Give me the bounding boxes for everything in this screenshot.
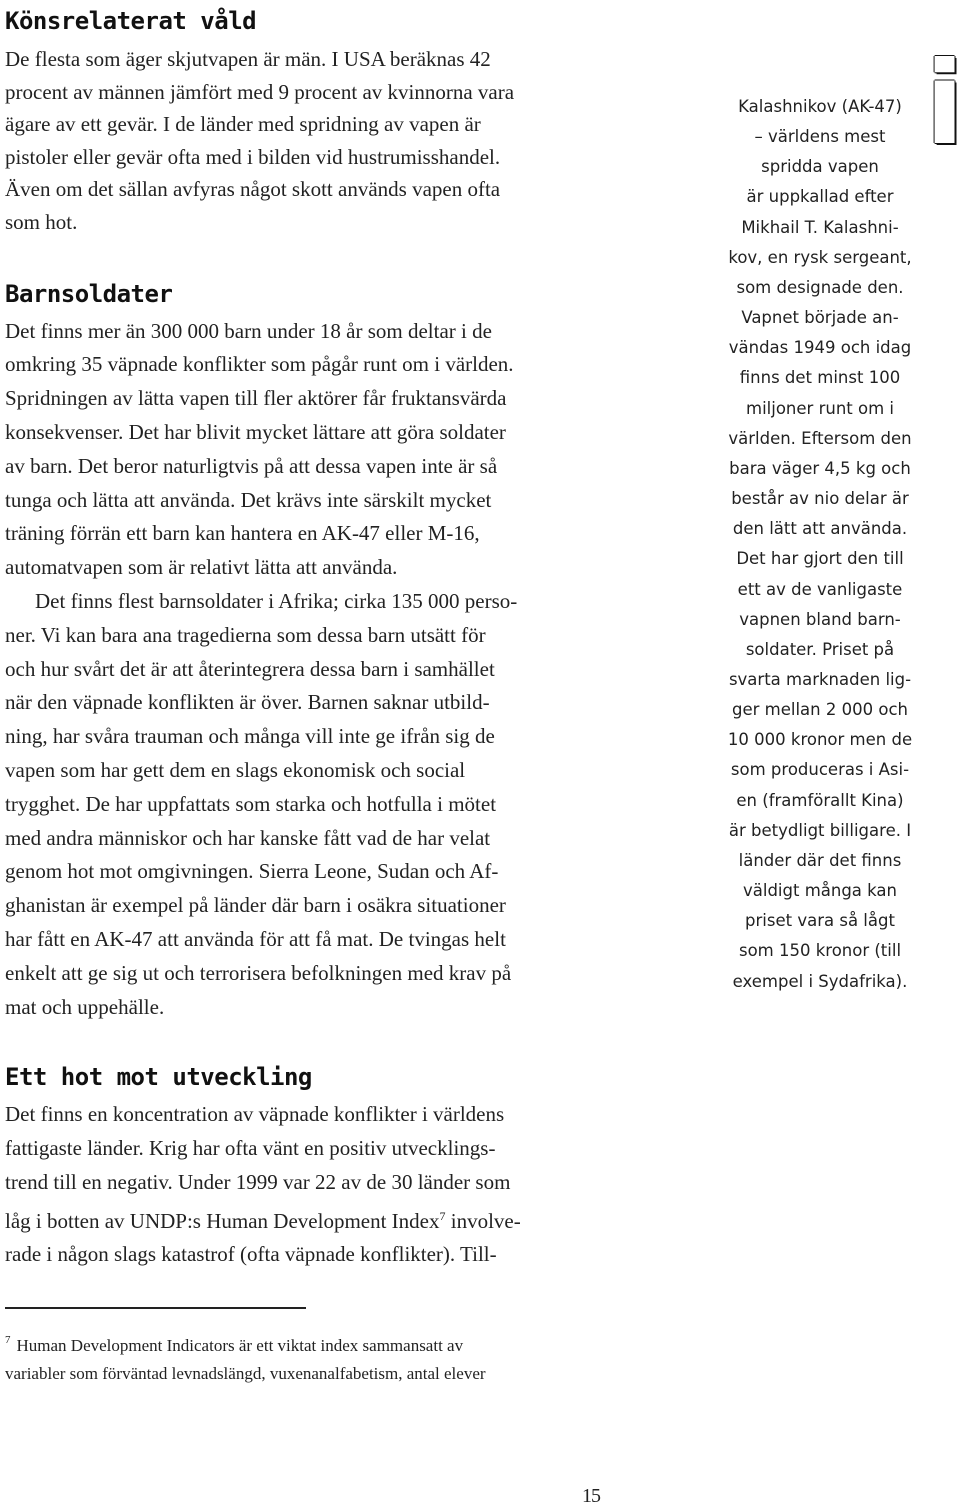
footnote-line [5,1326,603,1360]
footnote [5,1326,603,1388]
sidebar-line: Kalashnikov (AK-47) [738,97,902,116]
page-number: 15 [582,1485,600,1507]
sidebar-line: priset vara så lågt [745,911,895,931]
text-line: konsekvenser. Det har blivit mycket lättare att göra soldater [5,419,506,444]
text-line: enkelt att ge sig ut och terrorisera befolkningen med krav på [5,960,512,985]
text-line [5,1200,603,1239]
text-line: som hot. [5,209,78,234]
sidebar-line: en (framförallt Kina) [736,790,904,810]
text-line: pistoler eller gevär ofta med i bilden vid hustrumisshandel. [5,144,501,169]
sidebar-line: soldater. Priset på [745,639,895,659]
text-line: trend till en negativ. Under 1999 var 22 av de 30 länder som [5,1169,511,1194]
text-line: av barn. Det beror naturligtvis på att dessa vapen inte är så [5,453,498,478]
sidebar-line: finns det minst 100 [739,368,901,388]
text-line: Det finns flest barnsoldater i Afrika; cirka 135 000 perso- [35,588,518,613]
sidebar-line: som produceras i Asi- [730,760,910,780]
text-segment: låg i botten av UNDP:s Human Development Index [5,1208,440,1233]
text-line: tunga och lätta att använda. Det krävs inte särskilt mycket [5,487,492,512]
sidebar-line: vändas 1949 och idag [728,338,912,358]
sidebar-line: består av nio delar är [731,489,909,509]
sidebar-line: spridda vapen [761,157,879,177]
text-line: Det finns mer än 300 000 barn under 18 år som deltar i de [5,318,492,343]
heading-ett-hot-mot-utveckling: Ett hot mot utveckling [5,1063,312,1092]
text-line: ning, har svåra trauman och många vill inte ge ifrån sig de [5,724,495,749]
sidebar-line: som 150 kronor (till [738,941,902,961]
sidebar-box-kalashnikov [707,92,933,997]
text-line: ner. Vi kan bara ana tragedierna som dessa barn utsätt för [5,622,486,647]
sidebar-line: svarta marknaden lig- [728,669,912,689]
text-line: Det finns en koncentration av väpnade konflikter i världens [5,1102,505,1127]
text-line: Även om det sällan avfyras något skott används vapen ofta [5,177,501,202]
text-line: fattigaste länder. Krig har ofta vänt en positiv utvecklings- [5,1136,496,1161]
text-line: genom hot mot omgivningen. Sierra Leone, Sudan och Af- [5,859,499,884]
text-line: ghanistan är exempel på länder där barn i osäkra situationer [5,893,506,918]
text-line: automatvapen som är relativt lätta att använda. [5,555,398,580]
sidebar-line: miljoner runt om i [746,398,894,418]
heading-konsrelaterat-vald: Könsrelaterat våld [5,7,257,35]
sidebar-line: väldigt många kan [742,881,897,901]
sidebar-line: ger mellan 2 000 och [732,700,908,720]
footnote-text: Human Development Indicators är ett viktat index sammansatt av [16,1336,464,1355]
footnote-separator [5,1307,306,1309]
sidebar-line: som designade den. [736,277,904,297]
paragraph-barnsoldater-2 [5,585,603,1024]
footnote-number: 7 [5,1334,11,1346]
paragraph-barnsoldater-1 [5,315,603,585]
sidebar-line: Det har gjort den till [736,549,904,569]
text-line: vapen som har gett dem en slags ekonomisk och social [5,757,466,782]
sidebar-line: exempel i Sydafrika). [732,971,908,991]
paragraph-konsrelaterat-vald [5,43,603,239]
text-line: Spridningen av lätta vapen till fler aktörer får fruktansvärda [5,386,507,411]
text-line: mat och uppehälle. [5,994,165,1019]
text-line: De flesta som äger skjutvapen är män. I USA beräknas 42 [5,47,491,71]
text-line: procent av männen jämfört med 9 procent av kvinnorna vara [5,79,515,104]
text-line: har fått en AK-47 att använda för att få mat. De tvingas helt [5,926,506,951]
sidebar-line: bara väger 4,5 kg och [729,458,911,478]
sidebar-line: vapnen bland barn- [739,609,901,629]
footnote-line: variabler som förväntad levnadslängd, vuxenanalfabetism, antal elever [5,1364,486,1383]
sidebar-line: världen. Eftersom den [728,428,912,448]
heading-barnsoldater: Barnsoldater [5,279,173,308]
text-line: och hur svårt det är att återintegrera dessa barn i samhället [5,656,495,681]
text-line: ägare av ett gevär. I de länder med spridning av vapen är [5,112,481,137]
sidebar-line: Vapnet började an- [741,308,899,328]
text-line: med andra människor och har kanske fått vad de har velat [5,825,491,850]
text-line: omkring 35 väpnade konflikter som pågår runt om i världen. [5,352,514,377]
text-line: trygghet. De har uppfattats som starka och hotfulla i mötet [5,791,497,816]
sidebar-line: ett av de vanligaste [737,579,903,599]
sidebar-line: länder där det finns [738,850,902,870]
paragraph-ett-hot-mot-utveckling [5,1098,603,1272]
footnote-reference[interactable]: 7 [439,1208,446,1223]
sidebar-line: 10 000 kronor men de [727,730,913,750]
sidebar-line: är betydligt billigare. I [728,820,912,840]
text-line: rade i någon slags katastrof (ofta väpnade konflikter). Till- [5,1242,497,1267]
sidebar-line: den lätt att använda. [732,519,908,539]
main-column [5,0,603,1272]
text-segment: involve- [445,1208,521,1233]
sidebar-line: kov, en rysk sergeant, [728,247,912,267]
sidebar-line: Mikhail T. Kalashni- [741,217,899,237]
sidebar-line: är uppkallad efter [746,187,894,207]
info-icon: i [925,37,964,170]
text-line: träning förrän ett barn kan hantera en AK-47 eller M-16, [5,521,480,546]
text-line: när den väpnade konflikten är över. Barnen saknar utbild- [5,690,490,715]
sidebar-line: – världens mest [754,127,886,147]
